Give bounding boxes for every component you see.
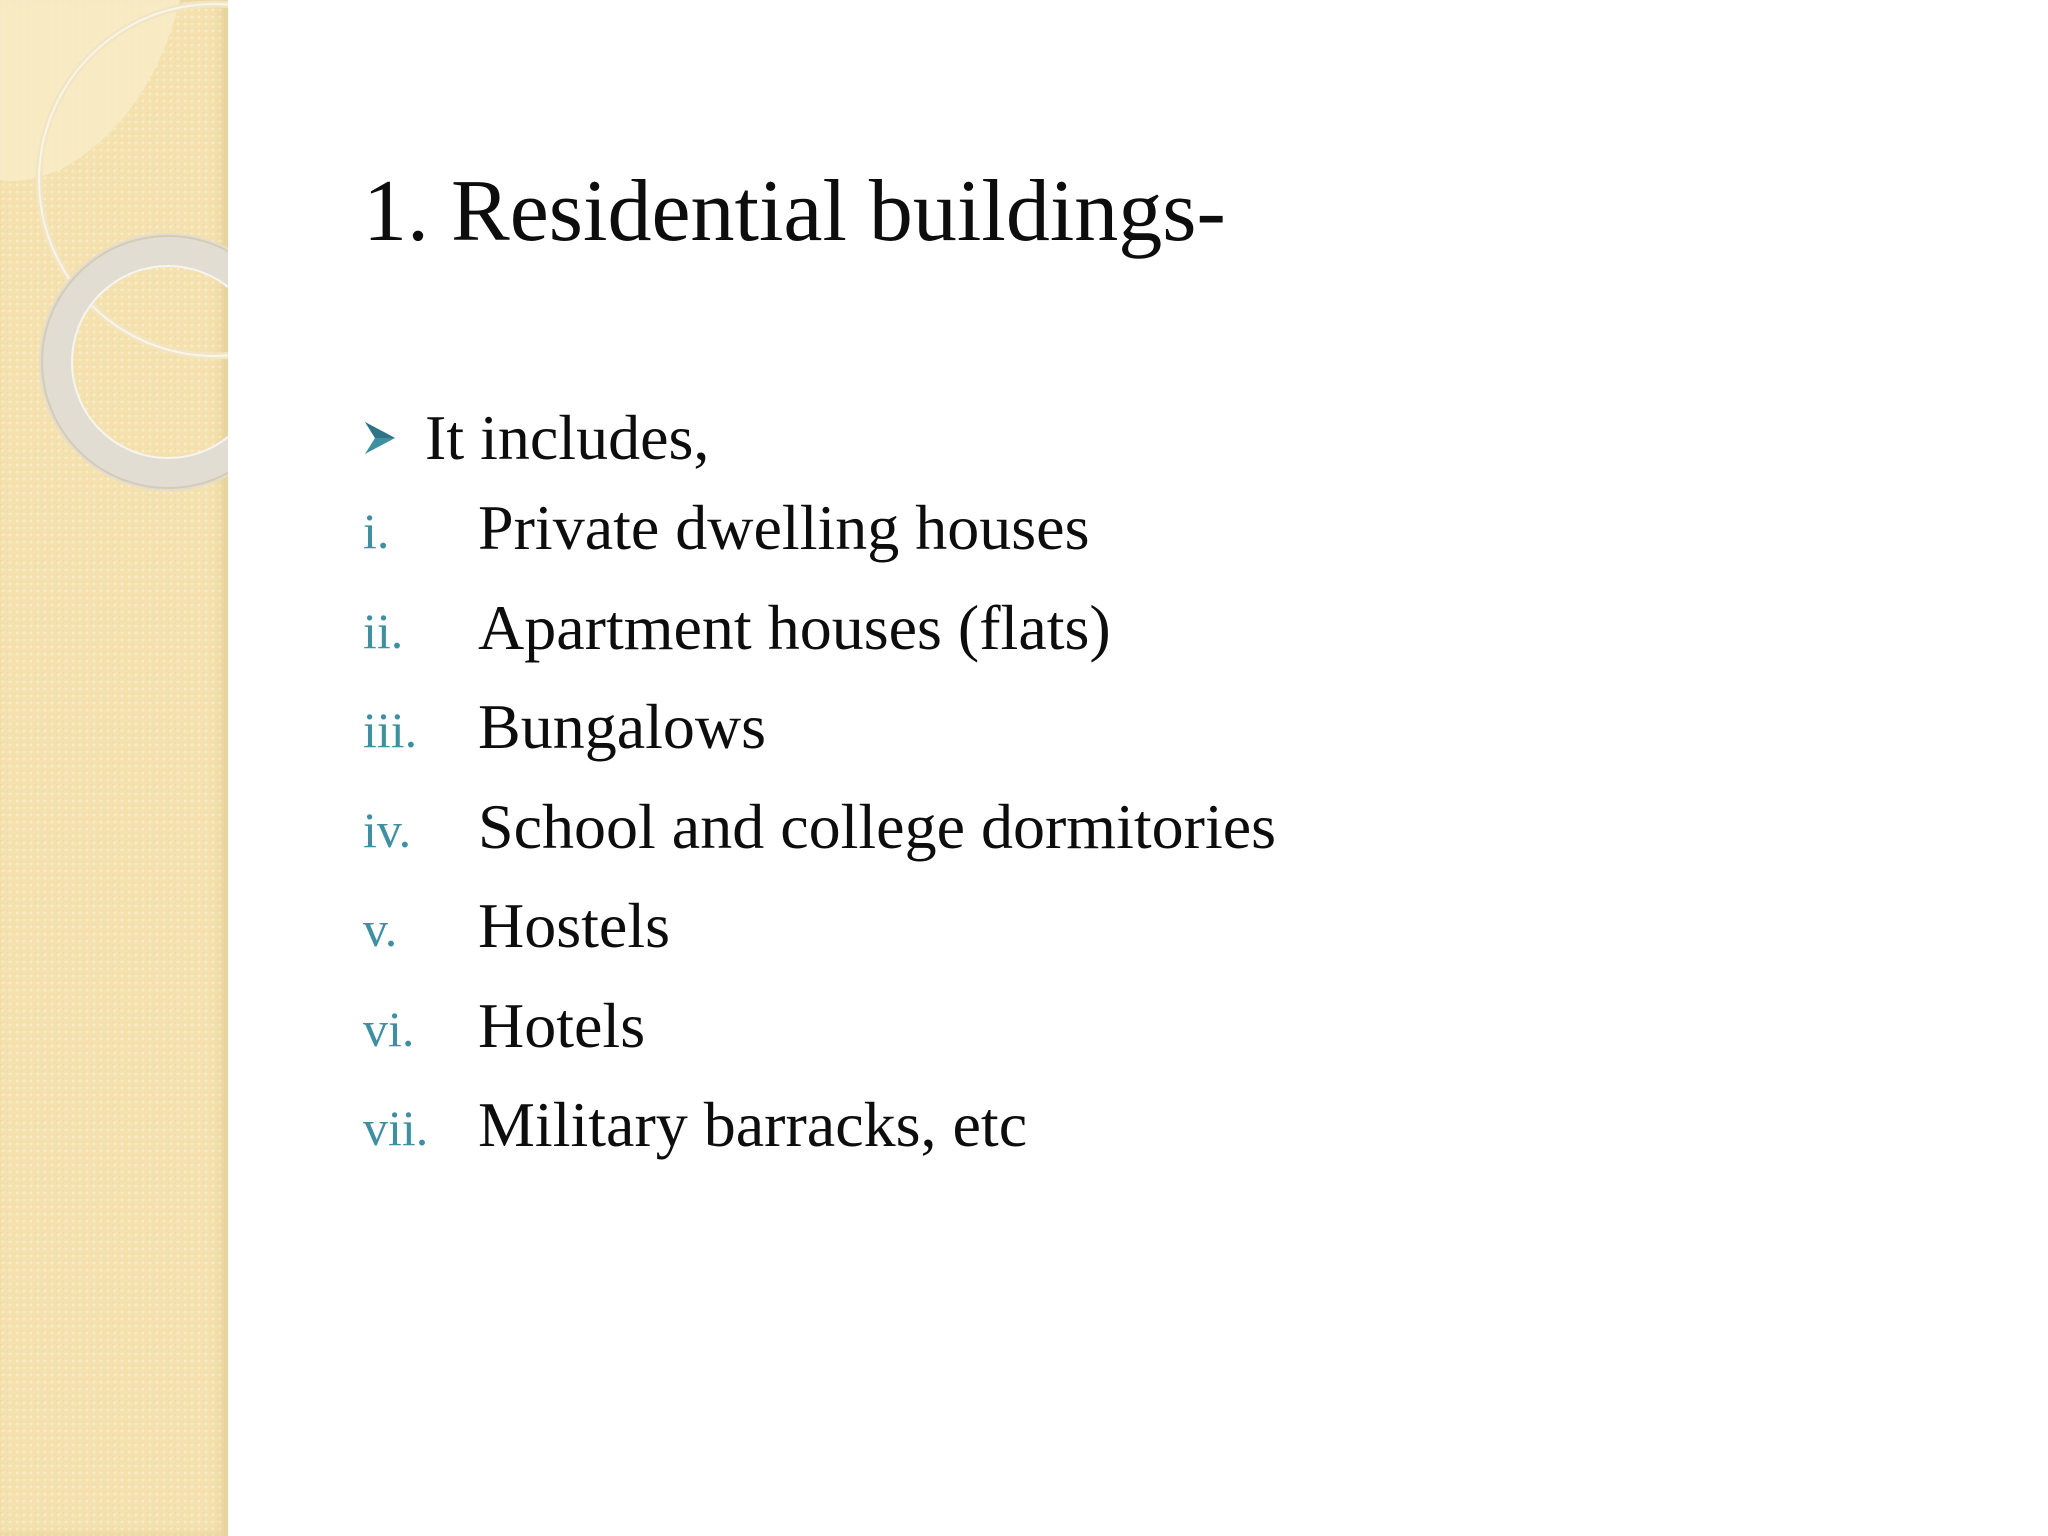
slide-title: 1. Residential buildings- <box>363 163 1226 260</box>
list-number: ii. <box>363 602 404 659</box>
arrow-bullet-icon <box>363 418 397 458</box>
list-text: Apartment houses (flats) <box>478 591 1111 663</box>
list-text: Bungalows <box>478 691 766 762</box>
list-text: School and college dormitories <box>478 790 1277 862</box>
list-number: i. <box>363 503 390 559</box>
list-text: Hostels <box>478 890 670 961</box>
list-text: Military barracks, etc <box>478 1089 1028 1160</box>
intro-text: It includes, <box>425 402 710 473</box>
list-text: Private dwelling houses <box>478 492 1090 563</box>
list-number: iii. <box>363 702 418 758</box>
list-number: v. <box>363 901 398 957</box>
intro-bullet <box>363 398 709 478</box>
list-number: vii. <box>363 1100 429 1156</box>
list-number: vi. <box>363 1000 415 1057</box>
list-number: iv. <box>363 801 412 858</box>
list-text: Hotels <box>478 989 646 1061</box>
